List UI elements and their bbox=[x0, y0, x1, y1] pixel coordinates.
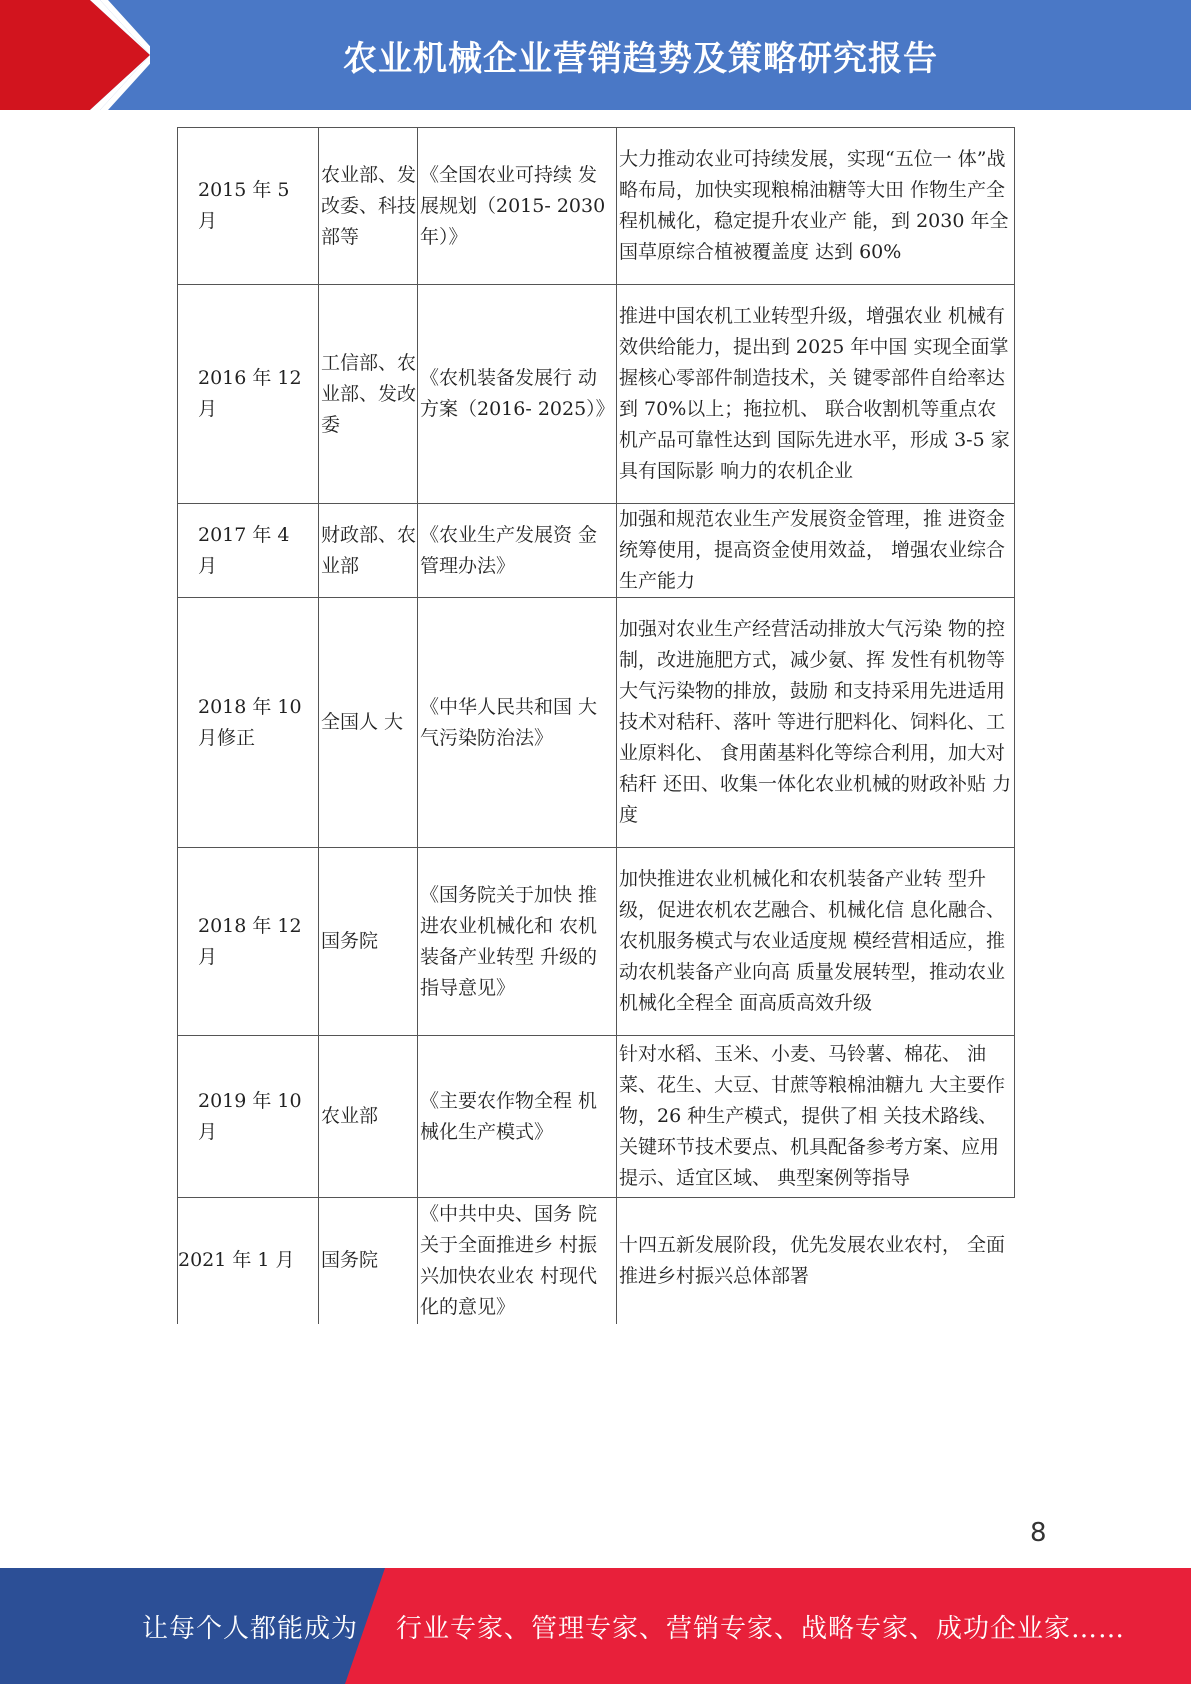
cell-content: 加快推进农业机械化和农机装备产业转 型升级，促进农机农艺融合、机械化信 息化融合、农机服务模式与农业适度规 模经营相适应，推动农机装备产业向高 质量发展转型，推动农业机械化全程全 面高质高效升级 bbox=[617, 848, 1015, 1036]
cell-department: 国务院 bbox=[319, 1198, 418, 1324]
page-header bbox=[0, 0, 1191, 110]
cell-content: 推进中国农机工业转型升级，增强农业 机械有效供给能力，提出到 2025 年中国 实现全面掌握核心零部件制造技术，关 键零部件自给率达到 70%以上；拖拉机、 联合收割机等重点农机产品可靠性达到 国际先进水平，形成 3-5 家具有国际影 响力的农机企业 bbox=[617, 285, 1015, 504]
cell-document: 《国务院关于加快 推进农业机械化和 农机装备产业转型 升级的指导意见》 bbox=[418, 848, 617, 1036]
cell-date: 2018 年 10 月修正 bbox=[178, 598, 319, 848]
cell-department: 农业部 bbox=[319, 1036, 418, 1198]
cell-content: 加强和规范农业生产发展资金管理，推 进资金统筹使用，提高资金使用效益， 增强农业综合生产能力 bbox=[617, 504, 1015, 598]
cell-date: 2019 年 10 月 bbox=[178, 1036, 319, 1198]
cell-document: 《农业生产发展资 金管理办法》 bbox=[418, 504, 617, 598]
table-row bbox=[178, 285, 1015, 504]
table-row bbox=[178, 1198, 1015, 1324]
cell-document: 《主要农作物全程 机械化生产模式》 bbox=[418, 1036, 617, 1198]
cell-content: 大力推动农业可持续发展，实现“五位一 体”战略布局，加快实现粮棉油糖等大田 作物生产全程机械化，稳定提升农业产 能，到 2030 年全国草原综合植被覆盖度 达到 60% bbox=[617, 128, 1015, 285]
page-footer bbox=[0, 1568, 1191, 1684]
table-row bbox=[178, 598, 1015, 848]
cell-document: 《全国农业可持续 发展规划（2015- 2030 年）》 bbox=[418, 128, 617, 285]
cell-document: 《中共中央、国务 院关于全面推进乡 村振兴加快农业农 村现代化的意见》 bbox=[418, 1198, 617, 1324]
cell-content: 针对水稻、玉米、小麦、马铃薯、棉花、 油菜、花生、大豆、甘蔗等粮棉油糖九 大主要作物，26 种生产模式，提供了相 关技术路线、关键环节技术要点、机具配备参考方案、应用提示、适宜区域、 典型案例等指导 bbox=[617, 1036, 1015, 1198]
cell-department: 国务院 bbox=[319, 848, 418, 1036]
table-row bbox=[178, 848, 1015, 1036]
cell-department: 农业部、发改委、科技部等 bbox=[319, 128, 418, 285]
cell-date: 2021 年 1 月 bbox=[178, 1198, 319, 1324]
cell-date: 2015 年 5 月 bbox=[178, 128, 319, 285]
policy-table bbox=[177, 127, 1014, 1324]
cell-date: 2018 年 12 月 bbox=[178, 848, 319, 1036]
header-red-chevron bbox=[0, 0, 150, 110]
cell-content: 十四五新发展阶段，优先发展农业农村， 全面推进乡村振兴总体部署 bbox=[617, 1198, 1015, 1324]
cell-department: 财政部、农业部 bbox=[319, 504, 418, 598]
cell-document: 《农机装备发展行 动方案（2016- 2025）》 bbox=[418, 285, 617, 504]
table-row bbox=[178, 504, 1015, 598]
footer-slogan-right: 行业专家、管理专家、营销专家、战略专家、成功企业家…… bbox=[396, 1613, 1126, 1644]
table-row bbox=[178, 128, 1015, 285]
cell-document: 《中华人民共和国 大气污染防治法》 bbox=[418, 598, 617, 848]
cell-date: 2017 年 4 月 bbox=[178, 504, 319, 598]
cell-department: 全国人 大 bbox=[319, 598, 418, 848]
page-number: 8 bbox=[1030, 1518, 1047, 1548]
footer-slogan-left: 让每个人都能成为 bbox=[142, 1613, 359, 1644]
report-title: 农业机械企业营销趋势及策略研究报告 bbox=[343, 38, 938, 79]
cell-department: 工信部、农业部、发改委 bbox=[319, 285, 418, 504]
table-row bbox=[178, 1036, 1015, 1198]
cell-content: 加强对农业生产经营活动排放大气污染 物的控制，改进施肥方式，减少氨、挥 发性有机物等大气污染物的排放，鼓励 和支持采用先进适用技术对秸秆、落叶 等进行肥料化、饲料化、工业原料化、 食用菌基料化等综合利用，加大对秸秆 还田、收集一体化农业机械的财政补贴 力度 bbox=[617, 598, 1015, 848]
cell-date: 2016 年 12 月 bbox=[178, 285, 319, 504]
